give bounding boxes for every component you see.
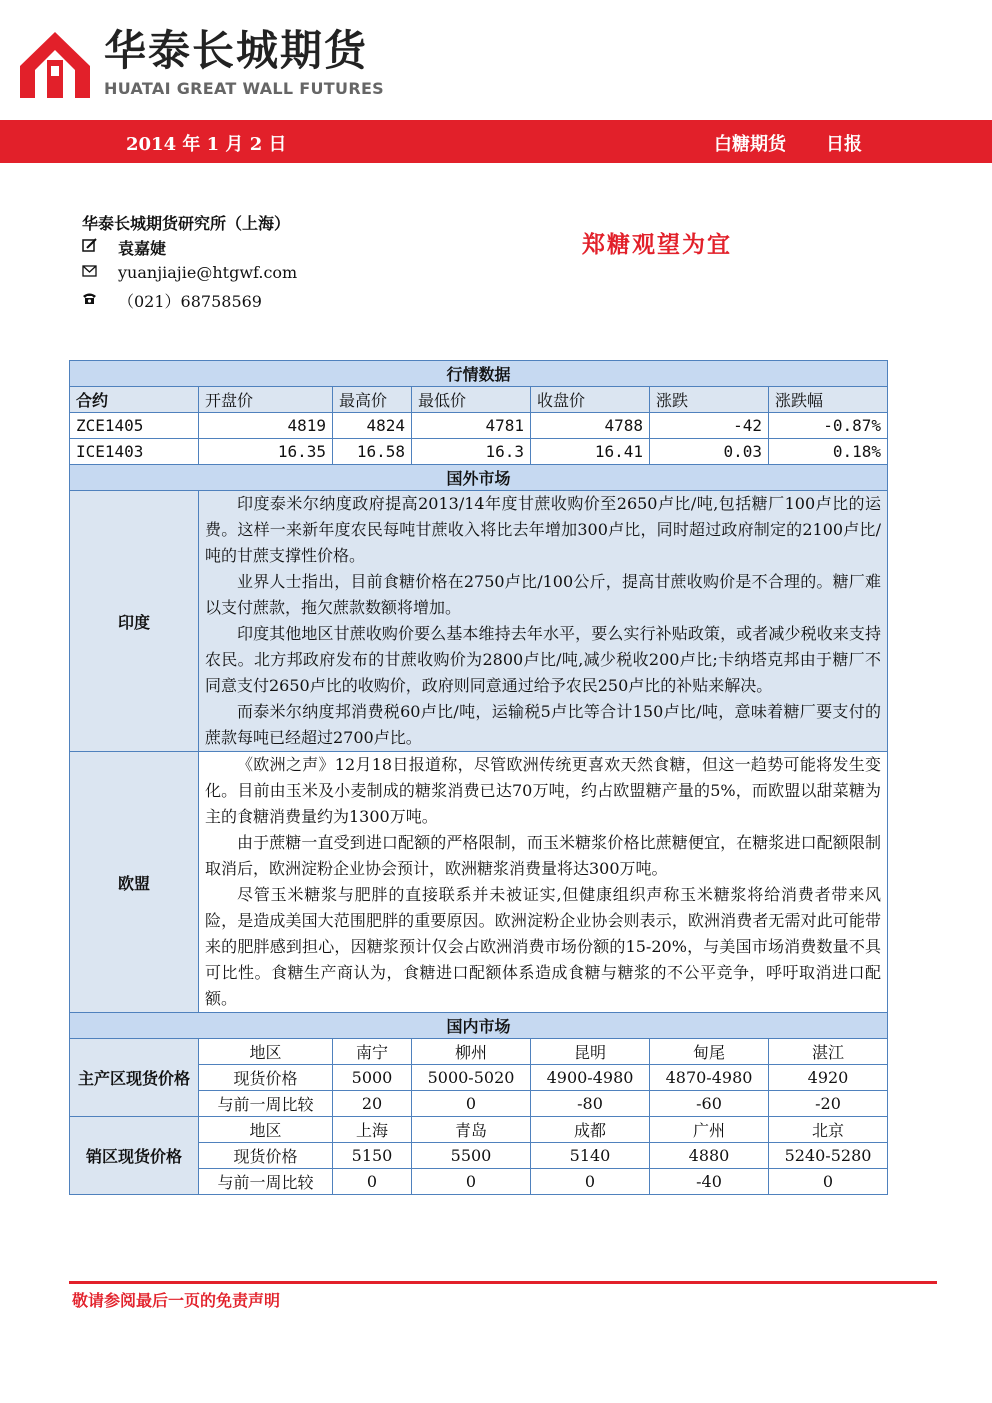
india-paragraph: 而泰米尔纳度邦消费税60卢比/吨，运输税5卢比等合计150卢比/吨，意味着糖厂要支付的蔗款每吨已经超过2700卢比。 — [205, 702, 882, 747]
week-change: -20 — [769, 1091, 888, 1117]
india-row — [70, 491, 888, 752]
india-paragraph: 印度泰米尔纳度政府提高2013/14年度甘蔗收购价至2650卢比/吨,包括糖厂100卢比的运费。这样一来新年度农民每吨甘蔗收入将比去年增加300卢比，同时超过政府制定的2100卢比/吨的甘蔗支撑性价格。 — [205, 494, 882, 565]
disclaimer-note[interactable]: 敬请参阅最后一页的免责声明 — [72, 1291, 281, 1310]
report-banner — [0, 120, 992, 163]
india-paragraph: 印度其他地区甘蔗收购价要么基本维持去年水平，要么实行补贴政策，或者减少税收来支持农民。北方邦政府发布的甘蔗收购价为2800卢比/吨,减少税收200卢比;卡纳塔克邦由于糖厂不同意支付2650卢比的收购价，政府则同意通过给予农民250卢比的补贴来解决。 — [205, 624, 882, 695]
brand-name-cn: 华泰长城期货 — [104, 26, 369, 75]
report-headline: 郑糖观望为宜 — [582, 231, 732, 258]
close-price: 4788 — [531, 413, 650, 439]
phone-row — [82, 289, 262, 312]
market-header: 开盘价 — [199, 387, 333, 413]
market-header: 最高价 — [333, 387, 412, 413]
change: 0.03 — [650, 439, 769, 465]
market-header: 合约 — [70, 387, 199, 413]
report-kind: 日报 — [826, 134, 862, 155]
week-change: 0 — [769, 1169, 888, 1195]
change-pct: 0.18% — [769, 439, 888, 465]
week-change: -60 — [650, 1091, 769, 1117]
change: -42 — [650, 413, 769, 439]
high-price: 4824 — [333, 413, 412, 439]
region-name: 上海 — [333, 1117, 412, 1143]
row-label: 地区 — [199, 1039, 333, 1065]
section-domestic-market: 国内市场 — [70, 1013, 888, 1039]
region-name: 成都 — [531, 1117, 650, 1143]
author-email[interactable]: yuanjiajie@htgwf.com — [118, 263, 298, 282]
open-price: 4819 — [199, 413, 333, 439]
table-row — [70, 439, 888, 465]
region-name: 甸尾 — [650, 1039, 769, 1065]
change-pct: -0.87% — [769, 413, 888, 439]
row-label: 现货价格 — [199, 1143, 333, 1169]
market-header-row — [70, 387, 888, 413]
table-row — [70, 413, 888, 439]
region-name: 柳州 — [412, 1039, 531, 1065]
author-row — [82, 236, 166, 259]
report-date: 2014 年 1 月 2 日 — [126, 134, 287, 155]
author-phone: （021）68758569 — [118, 292, 262, 311]
row-label: 与前一周比较 — [199, 1091, 333, 1117]
spot-price: 4900-4980 — [531, 1065, 650, 1091]
report-product: 白糖期货 — [714, 134, 786, 155]
spot-price: 5140 — [531, 1143, 650, 1169]
spot-price: 5000-5020 — [412, 1065, 531, 1091]
week-change: -40 — [650, 1169, 769, 1195]
eu-paragraph: 尽管玉米糖浆与肥胖的直接联系并未被证实,但健康组织声称玉米糖浆将给消费者带来风险，是造成美国大范围肥胖的重要原因。欧洲淀粉企业协会则表示，欧洲消费者无需对此可能带来的肥胖感到担心，因糖浆预计仅会占欧洲消费市场份额的15-20%，与美国市场消费数量不具可比性。食糖生产商认为，食糖进口配额体系造成食糖与糖浆的不公平竞争，呼吁取消进口配额。 — [205, 885, 882, 1008]
week-change: 0 — [412, 1169, 531, 1195]
eu-content — [199, 752, 888, 1013]
author-name: 袁嘉婕 — [118, 239, 167, 258]
report-table — [69, 360, 888, 1195]
spot-price: 5240-5280 — [769, 1143, 888, 1169]
eu-paragraph: 由于蔗糖一直受到进口配额的严格限制，而玉米糖浆价格比蔗糖便宜，在糖浆进口配额限制取消后，欧洲淀粉企业协会预计，欧洲糖浆消费量将达300万吨。 — [205, 833, 882, 878]
table-row — [70, 1117, 888, 1143]
week-change: 0 — [333, 1169, 412, 1195]
india-paragraph: 业界人士指出，目前食糖价格在2750卢比/100公斤，提高甘蔗收购价是不合理的。糖厂难以支付蔗款，拖欠蔗款数额将增加。 — [205, 572, 882, 617]
row-label: 与前一周比较 — [199, 1169, 333, 1195]
week-change: 0 — [531, 1169, 650, 1195]
sales-label: 销区现货价格 — [70, 1117, 199, 1195]
market-header: 最低价 — [412, 387, 531, 413]
contract-name: ZCE1405 — [70, 413, 199, 439]
row-label: 地区 — [199, 1117, 333, 1143]
table-row — [70, 1039, 888, 1065]
region-name: 南宁 — [333, 1039, 412, 1065]
eu-row — [70, 752, 888, 1013]
section-market-data: 行情数据 — [70, 361, 888, 387]
week-change: 20 — [333, 1091, 412, 1117]
eu-label: 欧盟 — [70, 752, 199, 1013]
mail-icon — [82, 265, 100, 281]
footer-divider — [69, 1281, 937, 1284]
market-header: 涨跌幅 — [769, 387, 888, 413]
india-content — [199, 491, 888, 752]
open-price: 16.35 — [199, 439, 333, 465]
week-change: -80 — [531, 1091, 650, 1117]
india-label: 印度 — [70, 491, 199, 752]
production-label: 主产区现货价格 — [70, 1039, 199, 1117]
region-name: 广州 — [650, 1117, 769, 1143]
row-label: 现货价格 — [199, 1065, 333, 1091]
email-row — [82, 263, 297, 282]
huatai-logo — [20, 26, 90, 98]
spot-price: 4920 — [769, 1065, 888, 1091]
research-org: 华泰长城期货研究所（上海） — [82, 214, 291, 233]
high-price: 16.58 — [333, 439, 412, 465]
low-price: 16.3 — [412, 439, 531, 465]
market-header: 收盘价 — [531, 387, 650, 413]
region-name: 湛江 — [769, 1039, 888, 1065]
week-change: 0 — [412, 1091, 531, 1117]
spot-price: 5500 — [412, 1143, 531, 1169]
edit-icon — [82, 238, 100, 257]
region-name: 昆明 — [531, 1039, 650, 1065]
brand-name-en: HUATAI GREAT WALL FUTURES — [104, 79, 384, 98]
spot-price: 4880 — [650, 1143, 769, 1169]
close-price: 16.41 — [531, 439, 650, 465]
low-price: 4781 — [412, 413, 531, 439]
eu-paragraph: 《欧洲之声》12月18日报道称，尽管欧洲传统更喜欢天然食糖，但这一趋势可能将发生变化。目前由玉米及小麦制成的糖浆消费已达70万吨，约占欧盟糖产量的5%，而欧盟以甜菜糖为主的食糖消费量约为1300万吨。 — [205, 755, 882, 826]
spot-price: 5150 — [333, 1143, 412, 1169]
spot-price: 5000 — [333, 1065, 412, 1091]
region-name: 青岛 — [412, 1117, 531, 1143]
contract-name: ICE1403 — [70, 439, 199, 465]
region-name: 北京 — [769, 1117, 888, 1143]
section-foreign-market: 国外市场 — [70, 465, 888, 491]
market-header: 涨跌 — [650, 387, 769, 413]
spot-price: 4870-4980 — [650, 1065, 769, 1091]
phone-icon — [82, 292, 100, 309]
